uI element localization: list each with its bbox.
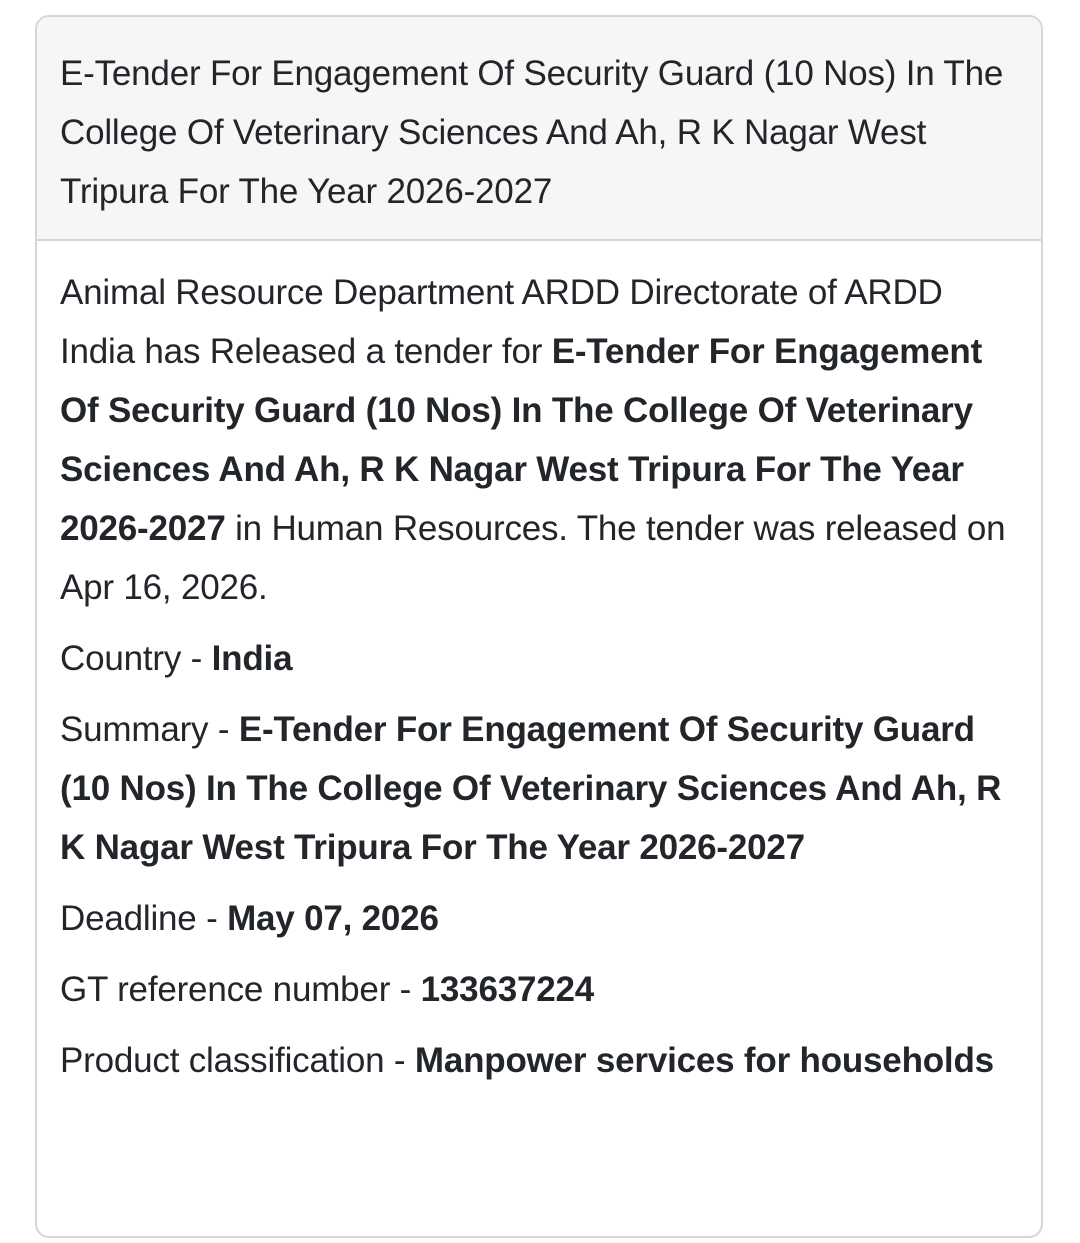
field-summary (60, 700, 1019, 877)
field-deadline-label: Deadline - (60, 899, 228, 938)
description-prefix: Animal Resource Department ARDD Directorate of ARDD India has Released a tender for (60, 273, 943, 371)
field-country-value: India (211, 639, 293, 678)
field-gt-reference-value: 133637224 (420, 970, 595, 1009)
field-gt-reference (60, 960, 1019, 1019)
field-summary-label: Summary - (60, 710, 239, 749)
field-country (60, 629, 1019, 688)
tender-card-header (37, 17, 1041, 241)
field-product-classification (60, 1031, 1019, 1090)
field-summary-value: E-Tender For Engagement Of Security Guard (10 Nos) In The College Of Veterinary Sciences And Ah, R K Nagar West Tripura For The Year 2026-2027 (60, 710, 1002, 867)
field-gt-reference-label: GT reference number - (60, 970, 421, 1009)
field-product-classification-value: Manpower services for households (414, 1041, 994, 1080)
description-tender-title: E-Tender For Engagement Of Security Guard (10 Nos) In The College Of Veterinary Sciences And Ah, R K Nagar West Tripura For The Year 2026-2027 (60, 332, 983, 548)
description-suffix: . (258, 568, 268, 607)
field-product-classification-label: Product classification - (60, 1041, 415, 1080)
tender-card (35, 15, 1043, 1238)
field-deadline-value: May 07, 2026 (227, 899, 439, 938)
tender-title: E-Tender For Engagement Of Security Guard (10 Nos) In The College Of Veterinary Sciences And Ah, R K Nagar West Tripura For The Year 2026-2027 (60, 54, 1004, 211)
field-country-label: Country - (60, 639, 212, 678)
description-middle: in Human Resources. The tender was released on (225, 509, 1006, 548)
tender-card-body (37, 241, 1041, 1090)
tender-description (60, 263, 1019, 617)
field-deadline (60, 889, 1019, 948)
description-release-date: Apr 16, 2026 (60, 568, 259, 607)
